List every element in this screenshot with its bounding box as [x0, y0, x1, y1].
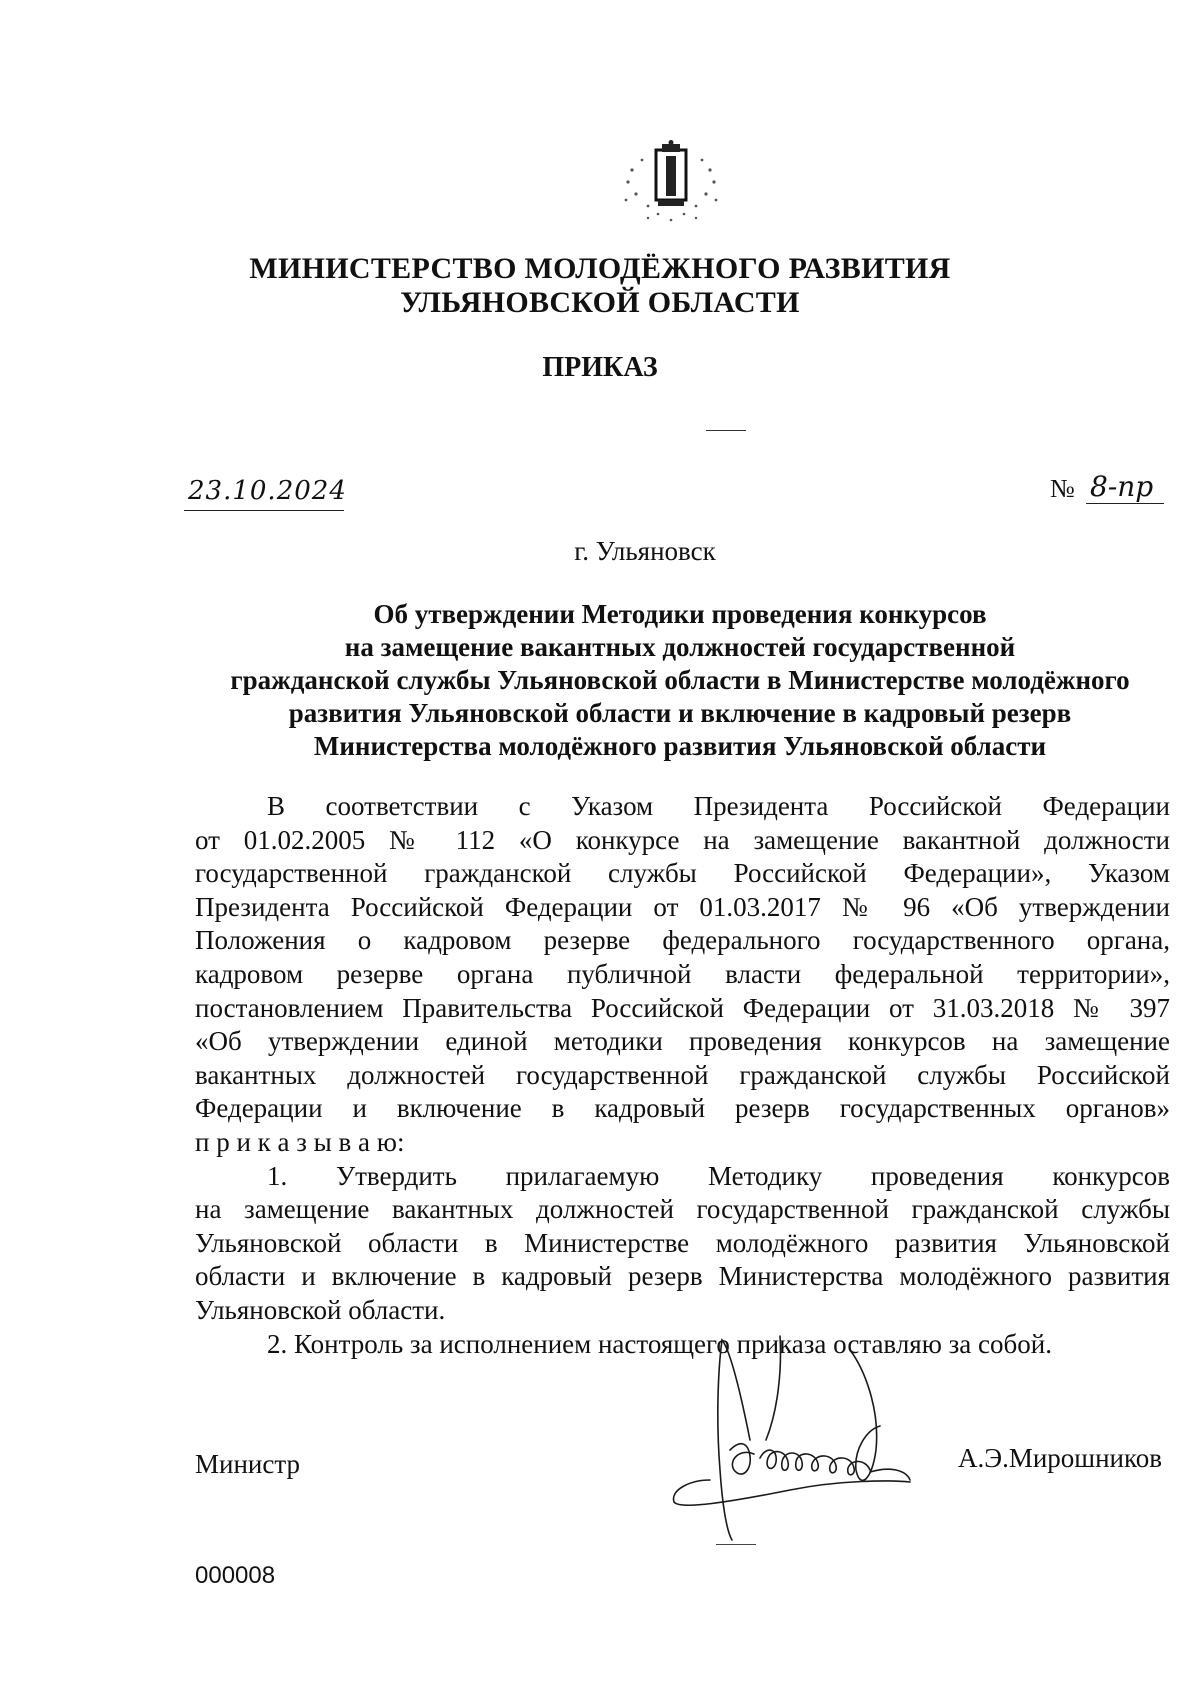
divider — [706, 430, 746, 431]
document-code: 000008 — [195, 1562, 276, 1589]
org-name-line-1: МИНИСТЕРСТВО МОЛОДЁЖНОГО РАЗВИТИЯ — [249, 252, 951, 285]
order-number-label: № — [1050, 474, 1075, 503]
body-line: государственной гражданской службы Российской Федерации», Указом — [195, 858, 1170, 889]
number-underline — [1086, 503, 1164, 504]
body-line: на замещение вакантных должностей государственной гражданской службы — [195, 1194, 1170, 1225]
body-line: 1. Утвердить прилагаемую Методику проведения конкурсов — [267, 1160, 1170, 1191]
divider — [716, 1544, 756, 1545]
document-type: ПРИКАЗ — [542, 352, 658, 383]
signatory-position: Министр — [195, 1449, 300, 1479]
body-line: Федерации и включение в кадровый резерв государственных органов» — [195, 1093, 1170, 1124]
title-line: на замещение вакантных должностей государственной — [344, 632, 1016, 662]
body-line: «Об утверждении единой методики проведения конкурсов на замещение — [195, 1026, 1170, 1057]
title-line: Об утверждении Методики проведения конкурсов — [373, 599, 987, 629]
title-line: Министерства молодёжного развития Ульяновской области — [313, 731, 1047, 761]
city: г. Ульяновск — [574, 536, 716, 566]
org-name-line-2: УЛЬЯНОВСКОЙ ОБЛАСТИ — [400, 286, 800, 319]
order-date: 23.10.2024 — [188, 476, 347, 506]
body-line: Ульяновской области в Министерстве молодёжного развития Ульяновской — [195, 1227, 1170, 1258]
title-line: развития Ульяновской области и включение в кадровый резерв — [288, 698, 1072, 728]
body-line: кадровом резерве органа публичной власти федеральной территории», — [195, 958, 1170, 989]
body-line: постановлением Правительства Российской Федерации от 31.03.2018 № 397 — [195, 992, 1170, 1023]
body-line: Ульяновской области. — [195, 1294, 446, 1325]
body-line: вакантных должностей государственной гражданской службы Российской — [195, 1059, 1170, 1090]
body-line: области и включение в кадровый резерв Министерства молодёжного развития — [195, 1261, 1170, 1292]
signatory-name: А.Э.Мирошников — [958, 1443, 1162, 1473]
body-line: 2. Контроль за исполнением настоящего приказа оставляю за собой. — [267, 1328, 1052, 1359]
body-line: от 01.02.2005 № 112 «О конкурсе на замещение вакантной должности — [195, 824, 1170, 855]
document-title — [190, 598, 1170, 763]
body-line: Положения о кадровом резерве федерального государственного органа, — [195, 925, 1170, 956]
title-line: гражданской службы Ульяновской области в Министерстве молодёжного — [230, 665, 1130, 695]
body-line: В соответствии с Указом Президента Российской Федерации — [267, 791, 1170, 821]
order-number: 8-пр — [1090, 470, 1154, 503]
coat-of-arms-icon — [618, 140, 728, 228]
signature-icon — [670, 1330, 970, 1550]
date-underline — [184, 510, 344, 511]
document-body — [195, 790, 1170, 1361]
body-line: Президента Российской Федерации от 01.03.2017 № 96 «Об утверждении — [195, 891, 1170, 922]
body-line-order-word: п р и к а з ы в а ю: — [195, 1126, 405, 1157]
